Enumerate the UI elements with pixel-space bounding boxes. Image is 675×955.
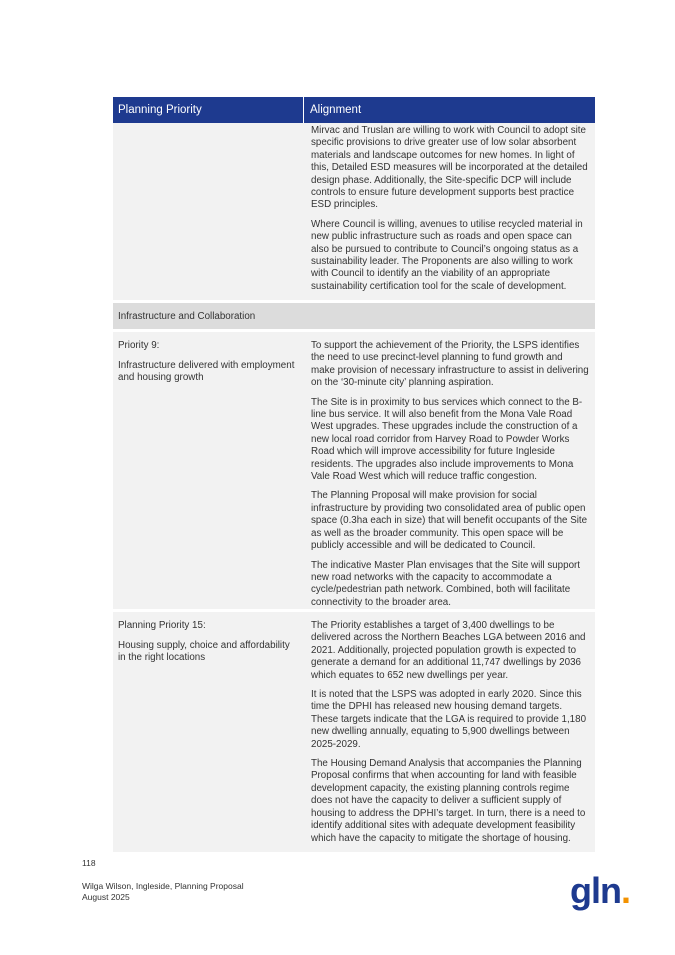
table-header [113,97,595,123]
alignment-paragraph: The Housing Demand Analysis that accompanies the Planning Proposal confirms that when accounting for land with feasible development capacity, the existing planning controls regime does not have the capacity to deliver a sufficient supply of housing to address the DPHI’s target. In turn, there is a need to identify additional sites with adequate development feasibility which have the capacity to mitigate the shortage of housing. [311,758,586,844]
alignment-paragraph: The Priority establishes a target of 3,400 dwellings to be delivered across the Northern Beaches LGA between 2016 and 2021. Additionally, projected population growth is expected to generate a demand for an additional 11,747 dwellings by 2036 which equates to 652 new dwellings per year. [311,620,586,681]
priority-number: Planning Priority 15: [118,620,206,631]
alignment-paragraph: The Planning Proposal will make provision for social infrastructure by providing two consolidated area of public open space (0.3ha each in size) that will benefit occupants of the Site as well as the broader community. This open space will be publicly accessible and will be dedicated to Council. [311,490,588,552]
logo-dot: . [620,870,630,911]
header-alignment: Alignment [310,104,362,116]
alignment-cell [305,332,595,609]
alignment-paragraph: To support the achievement of the Priority, the LSPS identifies the need to use precinct-level planning to fund growth and make provision of necessary infrastructure to assist in delivering on the ‘30-minute city’ planning aspiration. [311,340,589,389]
table-row [113,123,595,300]
footer-text [82,881,244,903]
alignment-cell [305,612,595,852]
priority-cell [113,332,305,609]
header-planning-priority: Planning Priority [113,97,304,123]
alignment-paragraph: Mirvac and Truslan are willing to work with Council to adopt site specific provisions to drive greater use of low solar absorbent materials and landscape outcomes for new homes. In light of this, Detailed ESD measures will be incorporated at the detailed design phase. Additionally, the Site-specific DCP will include controls to ensure future development supports best practice ESD principles. [311,125,588,211]
footer-date: August 2025 [82,892,130,902]
table-row [113,332,595,609]
priority-cell [113,612,305,852]
table-row [113,612,595,852]
priority-number: Priority 9: [118,340,160,351]
section-heading: Infrastructure and Collaboration [113,303,595,329]
gln-logo [570,870,630,912]
alignment-table [113,97,595,852]
priority-cell [113,123,305,300]
alignment-cell [305,123,595,300]
logo-text: gln [570,870,621,911]
alignment-paragraph: The Site is in proximity to bus services which connect to the B-line bus service. It will also benefit from the Mona Vale Road West upgrades. These upgrades include the construction of a new local road corridor from Harvey Road to Powder Works Road which will improve accessibility for future Ingleside residents. The upgrades also include improvements to Mona Vale Road West which will reduce traffic congestion. [311,396,583,483]
alignment-paragraph: It is noted that the LSPS was adopted in early 2020. Since this time the DPHI has released new housing demand targets. These targets indicate that the LGA is required to provide 1,180 new dwelling annually, equating to 5,900 dwellings between 2025-2029. [311,689,587,750]
priority-title: Housing supply, choice and affordability in the right locations [118,639,290,663]
footer-document-title: Wilga Wilson, Ingleside, Planning Proposal [82,881,244,891]
priority-title: Infrastructure delivered with employment and housing growth [118,359,295,383]
alignment-paragraph: The indicative Master Plan envisages that the Site will support new road networks with the capacity to accommodate a cycle/pedestrian path network. Combined, both will facilitate connectivity to the broader area. [311,559,581,608]
alignment-paragraph: Where Council is willing, avenues to utilise recycled material in new public infrastructure such as roads and open space can also be pursued to contribute to Council’s ongoing status as a sustainability leader. The Proponents are also willing to work with Council to identify an the viability of an appropriate sustainability certification tool for the scale of development. [311,218,583,292]
page-number: 118 [82,858,96,868]
